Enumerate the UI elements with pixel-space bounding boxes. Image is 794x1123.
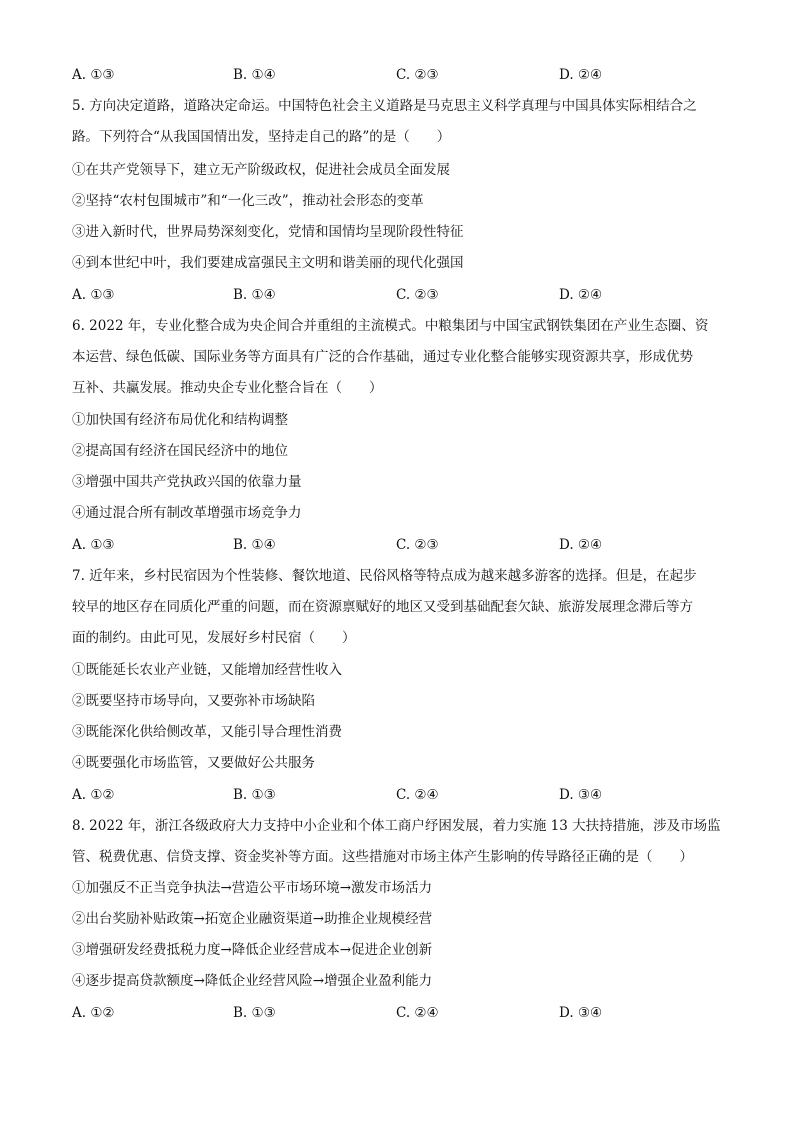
q8-stem-line-2: 管、税费优惠、信贷支撑、资金奖补等方面。这些措施对市场主体产生影响的传导路径正确的是（ ） <box>72 849 693 865</box>
option-c[interactable]: C. ②③ <box>396 537 439 553</box>
option-c[interactable]: C. ②③ <box>396 287 439 303</box>
option-d[interactable]: D. ③④ <box>559 787 603 803</box>
option-a[interactable]: A. ①③ <box>72 67 115 83</box>
q5-options <box>72 285 732 305</box>
option-d[interactable]: D. ②④ <box>559 67 603 83</box>
option-b[interactable]: B. ①③ <box>233 787 276 803</box>
option-d[interactable]: D. ②④ <box>559 537 603 553</box>
q8-item-3: ③增强研发经费抵税力度→降低企业经营成本→促进企业创新 <box>72 942 433 958</box>
q7-stem-line-2: 较早的地区存在同质化严重的问题，而在资源禀赋好的地区又受到基础配套欠缺、旅游发展理念滞后等方 <box>72 599 693 615</box>
option-a[interactable]: A. ①② <box>72 1005 115 1021</box>
option-c[interactable]: C. ②③ <box>396 67 439 83</box>
q6-item-2: ②提高国有经济在国民经济中的地位 <box>72 443 288 459</box>
q5-stem-line-1: 5. 方向决定道路，道路决定命运。中国特色社会主义道路是马克思主义科学真理与中国具体实际相结合之 <box>72 98 697 114</box>
option-b[interactable]: B. ①③ <box>233 1005 276 1021</box>
option-a[interactable]: A. ①② <box>72 787 115 803</box>
option-a[interactable]: A. ①③ <box>72 537 115 553</box>
q5-stem-line-2: 路。下列符合“从我国国情出发，坚持走自己的路”的是（ ） <box>72 129 451 145</box>
option-d[interactable]: D. ③④ <box>559 1005 603 1021</box>
q6-stem-line-1: 6. 2022 年，专业化整合成为央企间合并重组的主流模式。中粮集团与中国宝武钢铁集团在产业生态圈、资 <box>72 318 709 334</box>
q5-item-2: ②坚持“农村包围城市”和“一化三改”，推动社会形态的变革 <box>72 193 424 209</box>
q5-item-3: ③进入新时代，世界局势深刻变化，党情和国情均呈现阶段性特征 <box>72 224 464 240</box>
option-b[interactable]: B. ①④ <box>233 537 276 553</box>
q8-item-1: ①加强反不正当竞争执法→营造公平市场环境→激发市场活力 <box>72 880 433 896</box>
q4-options <box>72 65 732 85</box>
q8-item-4: ④逐步提高贷款额度→降低企业经营风险→增强企业盈利能力 <box>72 973 433 989</box>
q7-item-2: ②既要坚持市场导向，又要弥补市场缺陷 <box>72 693 315 709</box>
q8-options <box>72 1003 732 1023</box>
q6-stem-line-3: 互补、共赢发展。推动央企专业化整合旨在（ ） <box>72 380 383 396</box>
option-c[interactable]: C. ②④ <box>396 1005 439 1021</box>
option-d[interactable]: D. ②④ <box>559 287 603 303</box>
q5-item-4: ④到本世纪中叶，我们要建成富强民主文明和谐美丽的现代化强国 <box>72 255 464 271</box>
q6-item-4: ④通过混合所有制改革增强市场竞争力 <box>72 505 302 521</box>
option-a[interactable]: A. ①③ <box>72 287 115 303</box>
q6-stem-line-2: 本运营、绿色低碳、国际业务等方面具有广泛的合作基础，通过专业化整合能够实现资源共享，形成优势 <box>72 349 693 365</box>
q7-item-3: ③既能深化供给侧改革，又能引导合理性消费 <box>72 724 342 740</box>
q8-stem-line-1: 8. 2022 年，浙江各级政府大力支持中小企业和个体工商户纾困发展，着力实施 13 大扶持措施，涉及市场监 <box>72 818 721 834</box>
option-c[interactable]: C. ②④ <box>396 787 439 803</box>
q7-item-4: ④既要强化市场监管，又要做好公共服务 <box>72 755 315 771</box>
q6-item-3: ③增强中国共产党执政兴国的依靠力量 <box>72 474 302 490</box>
q7-options <box>72 785 732 805</box>
option-b[interactable]: B. ①④ <box>233 67 276 83</box>
q7-item-1: ①既能延长农业产业链，又能增加经营性收入 <box>72 662 342 678</box>
q6-item-1: ①加快国有经济布局优化和结构调整 <box>72 412 288 428</box>
q5-item-1: ①在共产党领导下，建立无产阶级政权，促进社会成员全面发展 <box>72 162 450 178</box>
q7-stem-line-1: 7. 近年来，乡村民宿因为个性装修、餐饮地道、民俗风格等特点成为越来越多游客的选择。但是，在起步 <box>72 568 697 584</box>
q8-item-2: ②出台奖励补贴政策→拓宽企业融资渠道→助推企业规模经营 <box>72 911 433 927</box>
q6-options <box>72 535 732 555</box>
q7-stem-line-3: 面的制约。由此可见，发展好乡村民宿（ ） <box>72 630 356 646</box>
option-b[interactable]: B. ①④ <box>233 287 276 303</box>
